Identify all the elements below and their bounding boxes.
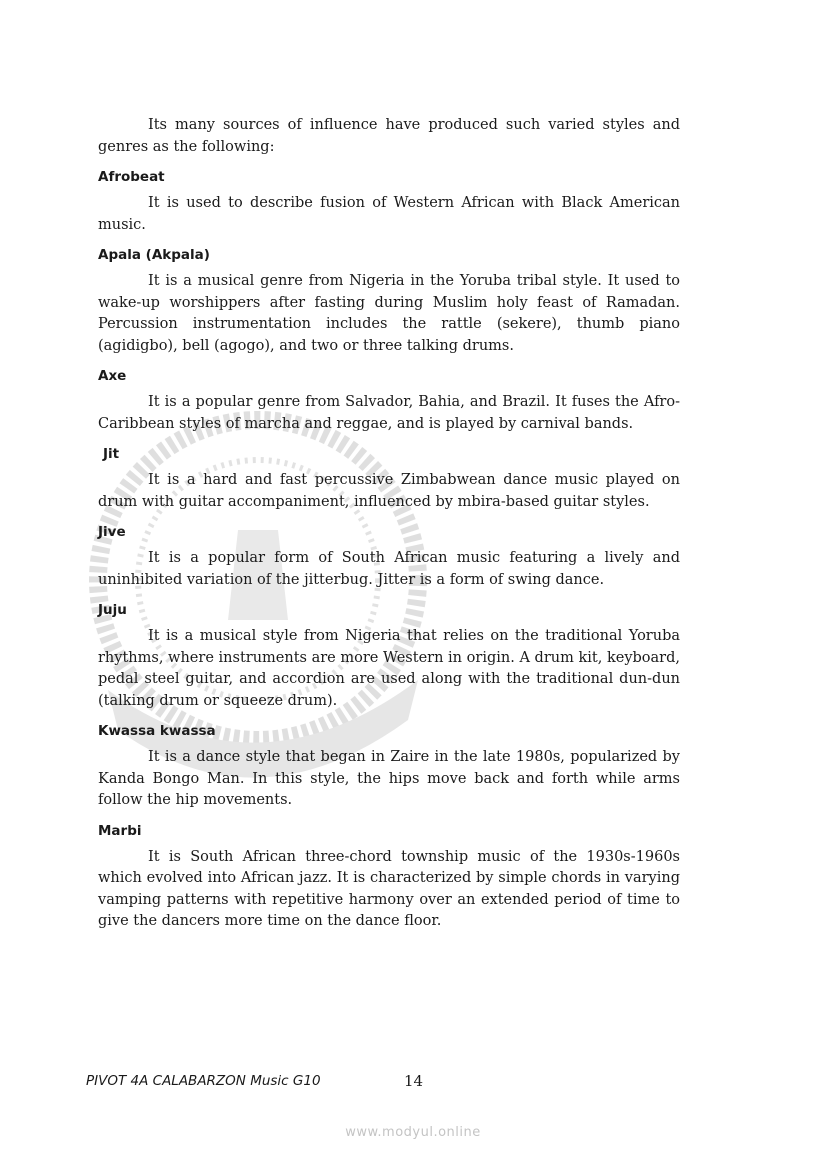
genre-heading: Afrobeat (98, 169, 165, 185)
document-body (98, 115, 680, 933)
genre-description: It is a musical style from Nigeria that relies on the traditional Yoruba rhythms, where instruments are more Western in origin. A drum kit, keyboard, pedal steel guitar, and accordion are used along with the traditional dun-dun (talking drum or squeeze drum). (98, 628, 680, 709)
footer-title: PIVOT 4A CALABARZON Music G10 (86, 1073, 321, 1089)
genre-heading: Marbi (98, 822, 142, 839)
genre-heading: Jive (98, 524, 126, 540)
genre-description: It is a popular genre from Salvador, Bahia, and Brazil. It fuses the Afro-Caribbean styles of marcha and reggae, and is played by carnival bands. (98, 394, 680, 432)
genre-heading: Axe (98, 368, 127, 384)
genre-section (98, 822, 680, 933)
genre-heading: Kwassa kwassa (98, 723, 216, 739)
genre-description: It is a musical genre from Nigeria in the Yoruba tribal style. It used to wake-up worshippers after fasting during Muslim holy feast of Ramadan. Percussion instrumentation includes the rattle (sekere), thumb piano (agidigbo), bell (agogo), and two or three talking drums. (98, 273, 680, 354)
genre-section (98, 445, 680, 513)
genre-section (98, 523, 680, 591)
genre-description: It is used to describe fusion of Western African with Black American music. (98, 195, 680, 233)
genre-description: It is a dance style that began in Zaire in the late 1980s, popularized by Kanda Bongo Man. In this style, the hips move back and forth while arms follow the hip movements. (98, 749, 680, 808)
site-watermark: www.modyul.online (345, 1125, 481, 1140)
genre-section (98, 601, 680, 712)
genre-section (98, 168, 680, 236)
genre-description: It is South African three-chord township music of the 1930s-1960s which evolved into African jazz. It is characterized by simple chords in varying vamping patterns with repetitive harmony over an extended period of time to give the dancers more time on the dance floor. (98, 848, 680, 929)
genre-heading: Jit (103, 446, 120, 462)
genre-description: It is a hard and fast percussive Zimbabwean dance music played on drum with guitar accompaniment, influenced by mbira-based guitar styles. (98, 472, 680, 510)
page-number: 14 (404, 1072, 424, 1090)
genre-description: It is a popular form of South African music featuring a lively and uninhibited variation of the jitterbug. Jitter is a form of swing dance. (98, 550, 680, 588)
genre-section (98, 722, 680, 812)
genre-heading: Juju (98, 602, 127, 618)
genre-section (98, 246, 680, 357)
genre-section (98, 367, 680, 435)
intro-paragraph: Its many sources of influence have produced such varied styles and genres as the following: (98, 117, 680, 155)
genre-heading: Apala (Akpala) (98, 247, 210, 263)
